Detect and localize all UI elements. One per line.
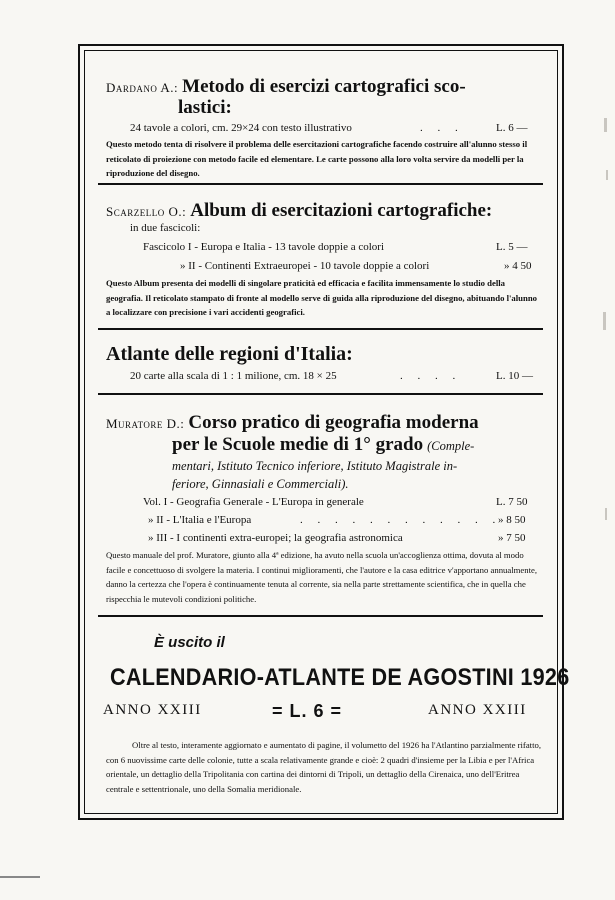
muratore-volume-label: » II — [148, 514, 164, 526]
muratore-volume — [143, 496, 364, 508]
muratore-volume-label: Vol. I — [143, 496, 168, 508]
scarzello-item-prefix: Fascicolo I — [143, 241, 192, 253]
muratore-author: Muratore D.: — [106, 416, 185, 431]
calendario-title: CALENDARIO-ATLANTE DE AGOSTINI 1926 — [110, 664, 570, 691]
scarzello-item-prefix: » — [180, 260, 186, 272]
muratore-volume-text: - L'Italia e l'Europa — [166, 514, 252, 526]
dardano-item: 24 tavole a colori, cm. 29×24 con testo illustrativo — [130, 122, 352, 134]
section-divider — [98, 183, 543, 185]
dardano-title-2: lastici: — [178, 97, 232, 118]
muratore-title-2: per le Scuole medie di 1° grado — [172, 434, 424, 455]
scarzello-author: Scarzello O.: — [106, 204, 187, 219]
scan-mark — [605, 508, 607, 520]
section-divider — [98, 615, 543, 617]
scarzello-title: Album di esercitazioni cartografiche: — [190, 200, 493, 221]
dardano-dots: . . . — [420, 122, 464, 134]
muratore-volume — [148, 532, 403, 544]
muratore-heading — [106, 412, 479, 434]
muratore-volume-price: » 7 50 — [498, 532, 526, 544]
scarzello-item — [143, 241, 384, 253]
muratore-dots: . . . . . . . . . . . . — [300, 514, 502, 526]
muratore-note-2: mentari, Istituto Tecnico inferiore, Istituto Magistrale in- — [172, 459, 458, 473]
muratore-volume-label: » III — [148, 532, 168, 544]
calendario-description: Oltre al testo, interamente aggiornato e aumentato di pagine, il volumetto del 1926 ha l'Atlantino parzialmente rifatto, con 6 nuovissime carte delle colonie, tutte a scala relativamente grande e cioè: 2 quadri d'insieme per la Libia e per l'Africa orientale, un dettaglio della Tripolitania con cartina dei dintorni di Tripoli, un dettaglio della Cirenaica, uno dell'Eritrea centrale e settentrionale, uno della Somalia meridionale. — [106, 740, 542, 794]
muratore-note-3: feriore, Ginnasiali e Commerciali). — [172, 477, 349, 491]
dardano-price: L. 6 — — [496, 122, 528, 134]
muratore-title-1: Corso pratico di geografia moderna — [188, 412, 479, 433]
calendario-anno-right: ANNO XXIII — [428, 702, 527, 718]
scan-mark — [606, 170, 608, 180]
scarzello-item-price: L. 5 — — [496, 241, 528, 253]
atlante-price: L. 10 — — [496, 370, 533, 382]
scarzello-subtitle: in due fascicoli: — [130, 222, 201, 234]
scarzello-item-text: - Europa e Italia - 13 tavole doppie a colori — [194, 241, 385, 253]
section-divider — [98, 393, 543, 395]
scarzello-item — [180, 260, 429, 272]
calendario-announcement: È uscito il — [154, 634, 225, 651]
muratore-heading-2 — [172, 434, 474, 456]
scan-mark — [603, 312, 606, 330]
calendario-anno-left: ANNO XXIII — [103, 702, 202, 718]
scan-mark — [604, 118, 607, 132]
muratore-volume-price: » 8 50 — [498, 514, 526, 526]
dardano-description: Questo metodo tenta di risolvere il problema delle esercitazioni cartografiche facendo costruire all'alunno stesso il reticolato di proiezione con metodo facile ed elementare. Le carte possono alla loro volta servire da modelli per la riproduzione del disegno. — [106, 139, 528, 179]
atlante-title: Atlante delle regioni d'Italia: — [106, 343, 353, 365]
muratore-volume-text: - I continenti extra-europei; la geografia astronomica — [170, 532, 403, 544]
scan-edge — [0, 876, 40, 878]
scarzello-item-price: » 4 50 — [504, 260, 532, 272]
muratore-description: Questo manuale del prof. Muratore, giunto alla 4ª edizione, ha avuto nella scuola un'accoglienza ottima, dovuta al modo facile e concettuoso di svolgere la materia. I continui miglioramenti, che l'autore e la casa editrice v'apportano annualmente, danno la certezza che l'opera è continuamente tenuta al corrente, sia nella parte strettamente scientifica, che in quella che rispecchia le mutevoli condizioni politiche. — [106, 550, 538, 604]
scarzello-item-text: II - Continenti Extraeuropei - 10 tavole doppie a colori — [188, 260, 430, 272]
calendario-price: = L. 6 = — [272, 701, 343, 721]
atlante-item: 20 carte alla scala di 1 : 1 milione, cm. 18 × 25 — [130, 370, 337, 382]
muratore-volume-price: L. 7 50 — [496, 496, 528, 508]
dardano-title-1: Metodo di esercizi cartografici sco- — [182, 76, 466, 97]
atlante-dots: . . . . — [400, 370, 462, 382]
scarzello-heading — [106, 200, 492, 222]
muratore-volume-text: - Geografia Generale - L'Europa in generale — [170, 496, 364, 508]
scarzello-description: Questo Album presenta dei modelli di singolare praticità ed efficacia e facilita immensamente lo studio della geografia. Il reticolato stampato di fronte al modello serve di guida alla riproduzione del disegno, abituando l'alunno a localizzare con precisione i vari accidenti geografici. — [106, 278, 538, 318]
muratore-volume — [148, 514, 251, 526]
section-divider — [98, 328, 543, 330]
dardano-heading — [106, 76, 466, 98]
dardano-author: Dardano A.: — [106, 80, 179, 95]
muratore-note-1: (Comple- — [427, 439, 475, 453]
